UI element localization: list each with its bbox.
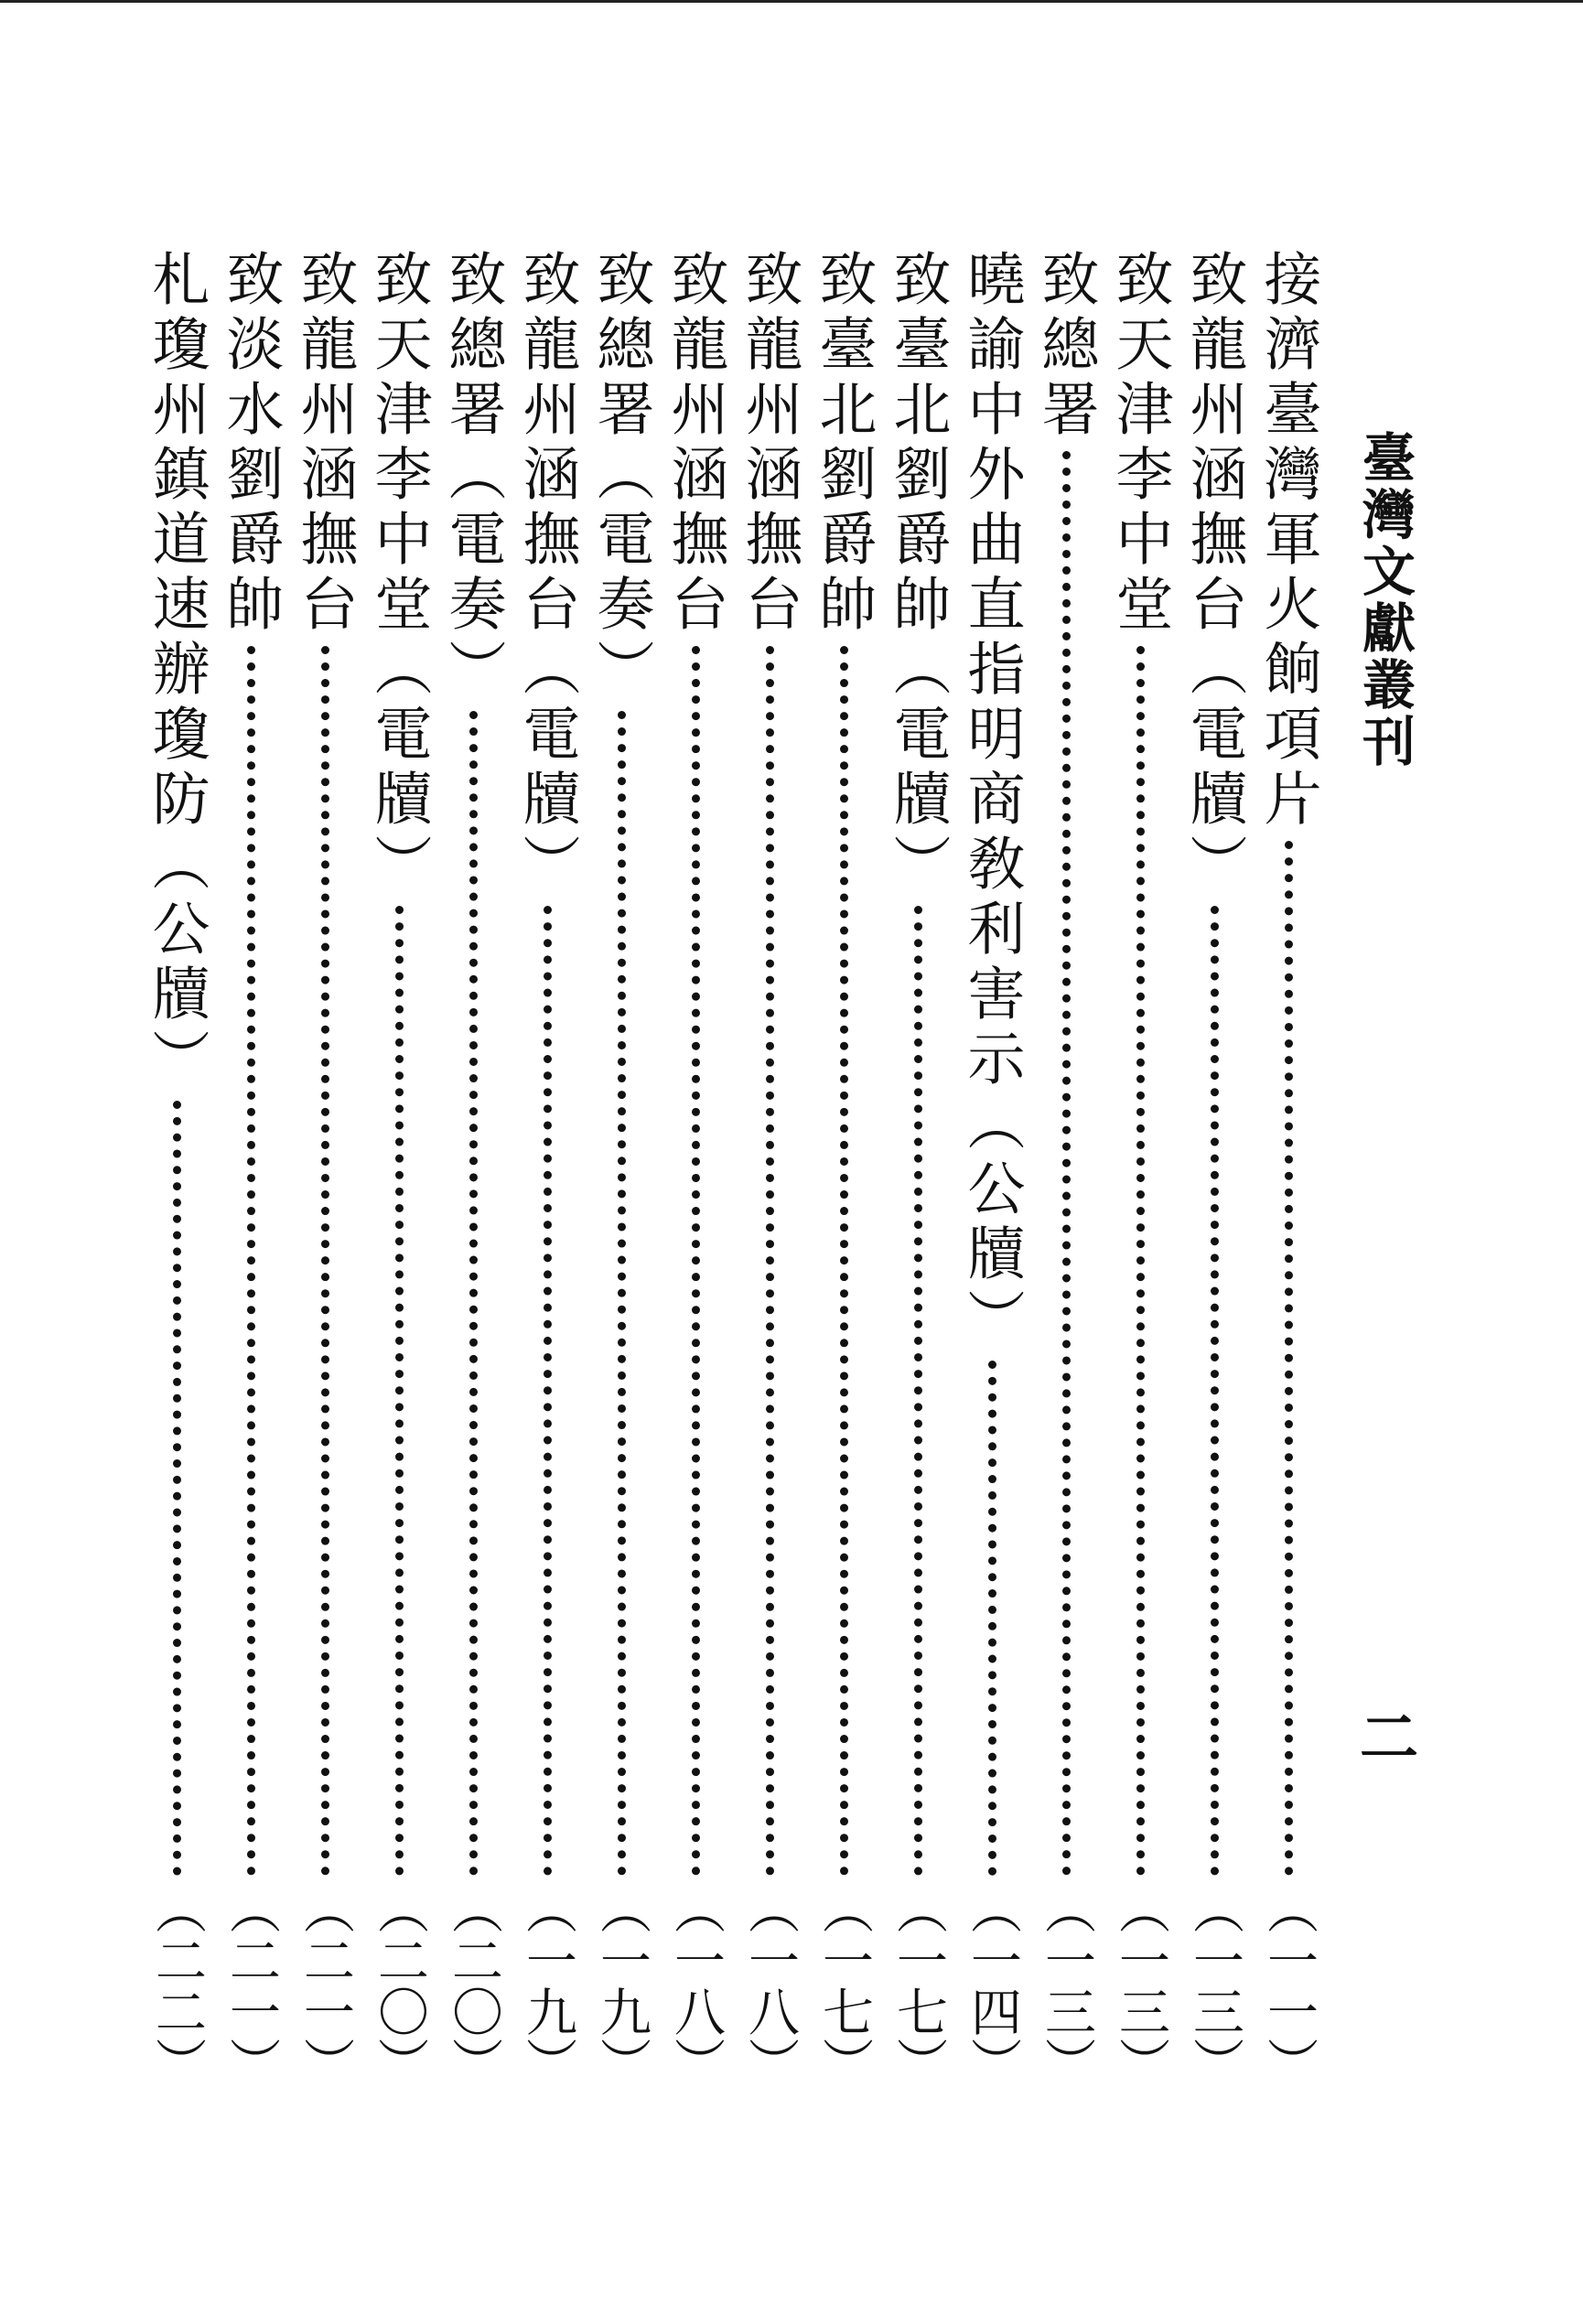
toc-entry — [288, 249, 361, 2088]
entry-page: （一三） — [1185, 1883, 1244, 2088]
toc-entry — [140, 249, 213, 2088]
entry-title: 接濟臺灣軍火餉項片 — [1255, 249, 1322, 834]
dot-leader — [1062, 451, 1071, 1876]
toc-entry — [585, 249, 658, 2088]
toc-entry — [955, 249, 1028, 2088]
toc-entry — [807, 249, 880, 2088]
toc-entry — [1104, 249, 1177, 2088]
dot-leader — [988, 1361, 996, 1876]
dot-leader — [469, 711, 478, 1876]
entry-page: （一八） — [666, 1883, 726, 2088]
entry-page: （一一） — [1259, 1883, 1319, 2088]
dot-leader — [1285, 841, 1293, 1876]
entry-page: （一九） — [592, 1883, 652, 2088]
entry-title: 致龍州涵撫台 — [662, 249, 729, 639]
entry-page: （一九） — [518, 1883, 577, 2088]
toc-entry — [511, 249, 584, 2088]
dot-leader — [914, 906, 922, 1876]
toc-entry — [659, 249, 732, 2088]
toc-entry — [362, 249, 436, 2088]
entry-page: （二一） — [296, 1883, 355, 2088]
top-border-line — [0, 0, 1583, 3]
entry-title: 致淡水劉爵帥 — [217, 249, 285, 639]
toc-entry — [214, 249, 287, 2088]
dot-leader — [247, 646, 255, 1876]
dot-leader — [544, 906, 552, 1876]
page-number: 二 — [1350, 1706, 1418, 1765]
entry-title: 致龍州涵撫台 — [291, 249, 359, 639]
dot-leader — [766, 646, 774, 1876]
toc-entry — [1252, 249, 1325, 2088]
entry-title: 致天津李中堂 — [1106, 249, 1174, 639]
entry-page: （二一） — [221, 1883, 281, 2088]
entry-title: 曉諭中外曲直指明商敎利害示（公牘） — [958, 249, 1026, 1353]
entry-page: （一四） — [963, 1883, 1022, 2088]
toc-entry — [1178, 249, 1251, 2088]
entry-page: （二〇） — [444, 1883, 503, 2088]
entry-page: （一七） — [814, 1883, 874, 2088]
running-head: 臺灣文獻叢刊 — [1353, 430, 1416, 770]
entry-title: 致臺北劉爵帥 — [810, 249, 878, 639]
toc-entry — [733, 249, 806, 2088]
entry-title: 致總署（電奏） — [587, 249, 655, 704]
entry-title: 致天津李中堂（電牘） — [365, 249, 433, 898]
dot-leader — [1136, 646, 1145, 1876]
dot-leader — [321, 646, 329, 1876]
entry-page: （二二） — [147, 1883, 207, 2088]
entry-title: 致龍州涵撫台 — [736, 249, 803, 639]
entry-title: 致臺北劉爵帥（電牘） — [884, 249, 952, 898]
toc-entry — [881, 249, 954, 2088]
entry-title: 致總署（電奏） — [439, 249, 507, 704]
entry-page: （一七） — [888, 1883, 948, 2088]
entry-title: 致總署 — [1032, 249, 1100, 444]
entry-page: （一八） — [740, 1883, 800, 2088]
dot-leader — [1211, 906, 1219, 1876]
toc-entry — [436, 249, 510, 2088]
dot-leader — [395, 906, 404, 1876]
dot-leader — [173, 1101, 181, 1876]
entry-page: （一三） — [1037, 1883, 1096, 2088]
entry-title: 致龍州涵撫台（電牘） — [1180, 249, 1248, 898]
entry-page: （二〇） — [370, 1883, 429, 2088]
dot-leader — [618, 711, 626, 1876]
entry-title: 札瓊州鎮道速辦瓊防（公牘） — [143, 249, 210, 1093]
dot-leader — [692, 646, 700, 1876]
entry-page: （一三） — [1111, 1883, 1170, 2088]
dot-leader — [840, 646, 848, 1876]
toc-entry — [1029, 249, 1103, 2088]
entry-title: 致龍州涵撫台（電牘） — [513, 249, 581, 898]
